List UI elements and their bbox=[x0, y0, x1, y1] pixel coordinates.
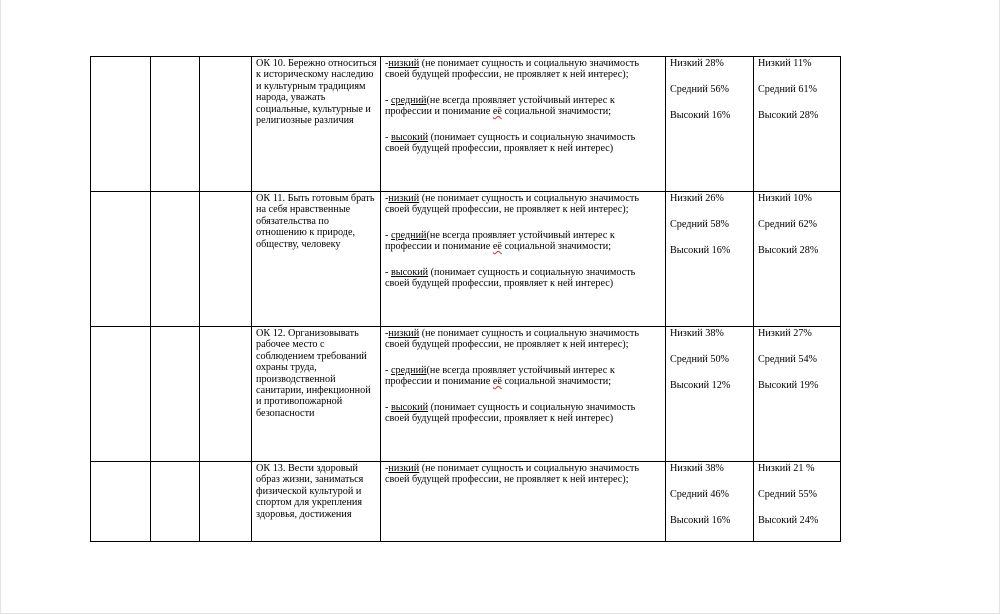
start-stats-cell bbox=[666, 462, 754, 542]
criteria-high: - высокий (понимает сущность и социальную значимость своей будущей профессии, проявляет к ней интерес) bbox=[385, 266, 636, 290]
stat-low: Низкий 27% bbox=[758, 328, 812, 339]
level-mid-label: средний bbox=[390, 364, 427, 376]
level-low-label: низкий bbox=[388, 328, 420, 339]
criteria-low: -низкий (не понимает сущность и социальную значимость своей будущей профессии, не проявляет к ней интерес); bbox=[385, 193, 639, 216]
stat-mid: Средний 54% bbox=[758, 354, 818, 366]
stat-low: Низкий 28% bbox=[670, 58, 724, 69]
empty-cell bbox=[151, 57, 200, 192]
empty-cell bbox=[91, 327, 151, 462]
end-stats-cell bbox=[754, 57, 841, 192]
stat-mid: Средний 62% bbox=[758, 219, 818, 231]
competence-cell: ОК 13. Вести здоровый образ жизни, заниматься физической культурой и спортом для укрепления здоровья, достижения bbox=[252, 462, 381, 542]
criteria-mid: - средний(не всегда проявляет устойчивый интерес к профессии и понимание её социальной значимости; bbox=[385, 364, 615, 388]
start-stats-cell bbox=[666, 327, 754, 462]
table-row bbox=[91, 462, 841, 542]
stat-mid: Средний 61% bbox=[758, 84, 818, 96]
empty-cell bbox=[200, 57, 252, 192]
stat-mid: Средний 56% bbox=[670, 84, 730, 96]
stat-high: Высокий 24% bbox=[758, 515, 819, 527]
stat-low: Низкий 11% bbox=[758, 58, 812, 69]
stat-high: Высокий 28% bbox=[758, 245, 819, 257]
stat-mid: Средний 58% bbox=[670, 219, 730, 231]
competence-cell: ОК 10. Бережно относиться к историческому наследию и культурным традициям народа, уважать социальные, культурные и религиозные различия bbox=[252, 57, 381, 192]
stat-mid: Средний 55% bbox=[758, 489, 818, 501]
competence-table bbox=[90, 56, 841, 542]
end-stats-cell bbox=[754, 192, 841, 327]
level-high-label: высокий bbox=[390, 401, 429, 413]
criteria-low: -низкий (не понимает сущность и социальную значимость своей будущей профессии, не проявляет к ней интерес); bbox=[385, 328, 639, 351]
level-high-label: высокий bbox=[390, 131, 429, 143]
criteria-low: -низкий (не понимает сущность и социальную значимость своей будущей профессии, не проявляет к ней интерес); bbox=[385, 463, 639, 486]
level-high-label: высокий bbox=[390, 266, 429, 278]
competence-cell: ОК 11. Быть готовым брать на себя нравственные обязательства по отношению к природе, обществу, человеку bbox=[252, 192, 381, 327]
table-row bbox=[91, 192, 841, 327]
criteria-low: -низкий (не понимает сущность и социальную значимость своей будущей профессии, не проявляет к ней интерес); bbox=[385, 58, 639, 81]
end-stats-cell bbox=[754, 327, 841, 462]
stat-high: Высокий 12% bbox=[670, 380, 731, 392]
criteria-cell bbox=[381, 57, 666, 192]
end-stats-cell bbox=[754, 462, 841, 542]
criteria-high: - высокий (понимает сущность и социальную значимость своей будущей профессии, проявляет к ней интерес) bbox=[385, 401, 636, 425]
table-row bbox=[91, 327, 841, 462]
level-mid-label: средний bbox=[390, 229, 427, 241]
empty-cell bbox=[151, 462, 200, 542]
stat-low: Низкий 26% bbox=[670, 193, 724, 204]
criteria-cell bbox=[381, 462, 666, 542]
empty-cell bbox=[151, 192, 200, 327]
stat-high: Высокий 16% bbox=[670, 245, 731, 257]
stat-high: Высокий 28% bbox=[758, 110, 819, 122]
level-low-label: низкий bbox=[388, 463, 420, 474]
stat-low: Низкий 21 % bbox=[758, 463, 815, 474]
table-row bbox=[91, 57, 841, 192]
stat-low: Низкий 38% bbox=[670, 328, 724, 339]
empty-cell bbox=[200, 327, 252, 462]
level-low-label: низкий bbox=[388, 58, 420, 69]
criteria-cell bbox=[381, 327, 666, 462]
criteria-cell bbox=[381, 192, 666, 327]
level-mid-label: средний bbox=[390, 94, 427, 106]
empty-cell bbox=[91, 462, 151, 542]
empty-cell bbox=[200, 462, 252, 542]
criteria-mid: - средний(не всегда проявляет устойчивый интерес к профессии и понимание её социальной значимости; bbox=[385, 94, 615, 118]
stat-high: Высокий 16% bbox=[670, 110, 731, 122]
empty-cell bbox=[91, 192, 151, 327]
stat-high: Высокий 19% bbox=[758, 380, 819, 392]
empty-cell bbox=[200, 192, 252, 327]
criteria-mid: - средний(не всегда проявляет устойчивый интерес к профессии и понимание её социальной значимости; bbox=[385, 229, 615, 253]
criteria-high: - высокий (понимает сущность и социальную значимость своей будущей профессии, проявляет к ней интерес) bbox=[385, 131, 636, 155]
empty-cell bbox=[151, 327, 200, 462]
stat-mid: Средний 50% bbox=[670, 354, 730, 366]
stat-high: Высокий 16% bbox=[670, 515, 731, 527]
level-low-label: низкий bbox=[388, 193, 420, 204]
stat-low: Низкий 38% bbox=[670, 463, 724, 474]
competence-cell: ОК 12. Организовывать рабочее место с соблюдением требований охраны труда, производственной санитарии, инфекционной и противопожарной безопасности bbox=[252, 327, 381, 462]
stat-low: Низкий 10% bbox=[758, 193, 812, 204]
empty-cell bbox=[91, 57, 151, 192]
start-stats-cell bbox=[666, 57, 754, 192]
stat-mid: Средний 46% bbox=[670, 489, 730, 501]
start-stats-cell bbox=[666, 192, 754, 327]
